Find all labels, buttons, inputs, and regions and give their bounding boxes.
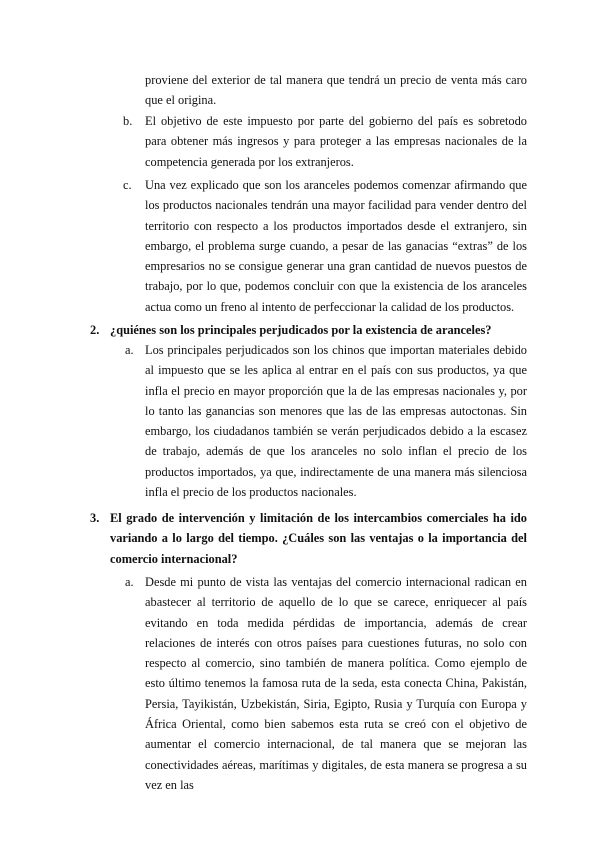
question-title: El grado de intervención y limitación de los intercambios comerciales ha ido variando a lo largo del tiempo. ¿Cuáles son las ventajas o la importancia del comercio internacional?: [110, 511, 527, 566]
list-marker: b.: [123, 114, 133, 128]
question-number: 2.: [90, 323, 100, 337]
answer-text: Desde mi punto de vista las ventajas del comercio internacional radican en abastecer al territorio de aquello de lo que se carece, enriquecer al país evitando en toda medida pérdidas de importancia, además de crear relaciones de interés con otros países para cuestiones futuras, no solo con respecto al comercio, sino también de manera política. Como ejemplo de esto último tenemos la famosa ruta de la seda, esta conecta China, Pakistán, Persia, Tayikistán, Uzbekistán, Siria, Egipto, Rusia y Turquía con Europa y África Oriental, como bien sabemos esta ruta se creó con el objetivo de aumentar el comercio internacional, de tal manera que se mejoran las conectividades aéreas, marítimas y digitales, de esta manera se progresa a su vez en las: [145, 575, 527, 792]
answer-text: Los principales perjudicados son los chinos que importan materiales debido al impuesto que se les aplica al entrar en el país con sus productos, ya que infla el precio en mayor proporción que la de las empresas nacionales y, por lo tanto las ganancias son menores que las de las empresas autoctonas. Sin embargo, los ciudadanos también se verán perjudicados debido a la escasez de trabajo, además de que los aranceles no solo inflan el precio de los productos importados, ya que, indirectamente de una manera más silenciosa infla el precio de los productos nacionales.: [145, 343, 527, 500]
list-item-text: Una vez explicado que son los aranceles podemos comenzar afirmando que los productos nacionales tendrán una mayor facilidad para vender dentro del territorio con respecto a los productos importados desde el extranjero, sin embargo, el problema surge cuando, a pesar de las ganacias “extras” de los empresarios no se consigue generar una gran cantidad de nuevos puestos de trabajo, por lo que, podemos concluir con que la existencia de los aranceles actua como un freno al intento de perfeccionar la calidad de los productos.: [145, 178, 527, 314]
list-item-text: El objetivo de este impuesto por parte del gobierno del país es sobretodo para obtener más ingresos y para proteger a las empresas nacionales de la competencia generada por los extranjeros.: [145, 114, 527, 169]
continuation-paragraph: proviene del exterior de tal manera que tendrá un precio de venta más caro que el origina.: [145, 73, 527, 108]
list-marker: c.: [123, 178, 132, 192]
list-marker: a.: [125, 343, 134, 357]
list-marker: a.: [125, 575, 134, 589]
question-title: ¿quiénes son los principales perjudicados por la existencia de aranceles?: [110, 323, 492, 337]
question-number: 3.: [90, 511, 100, 525]
